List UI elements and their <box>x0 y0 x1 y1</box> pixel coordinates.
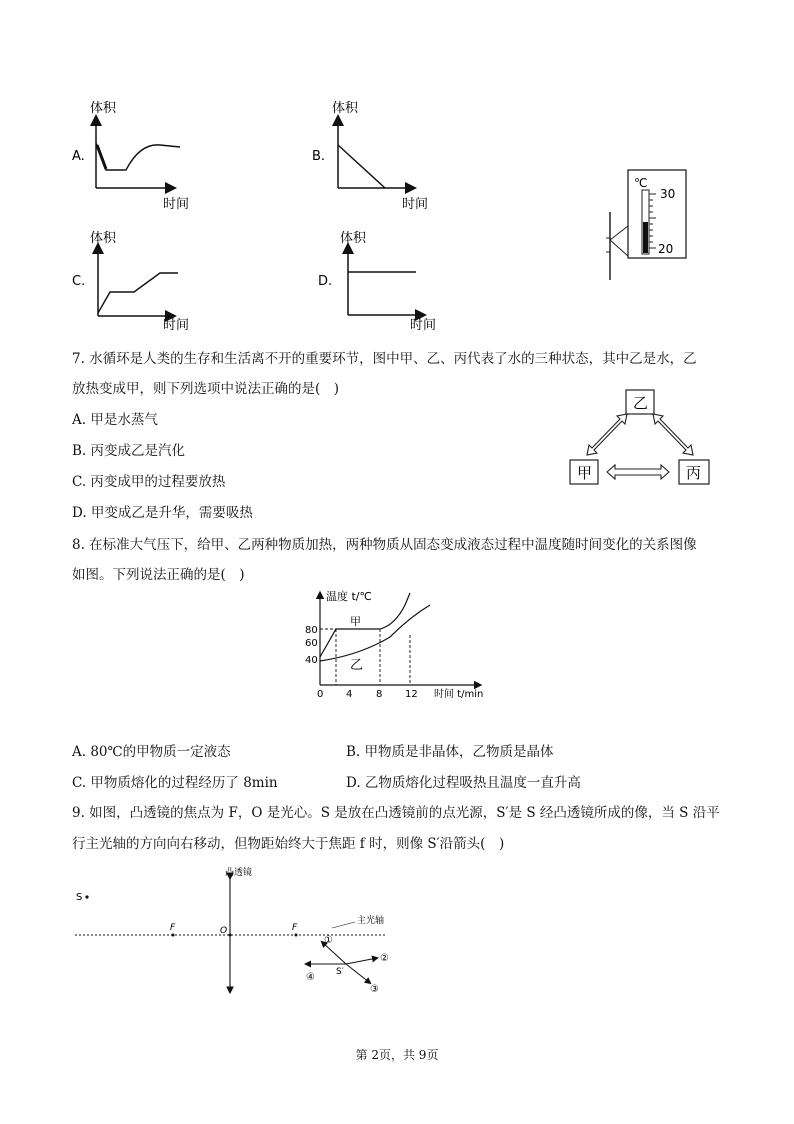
x-axis-label: 时间 <box>402 197 429 212</box>
q8-option-b[interactable]: B. 甲物质是非晶体，乙物质是晶体 <box>346 744 554 760</box>
q7-option-c[interactable]: C. 丙变成甲的过程要放热 <box>72 474 226 490</box>
option-a-label: A. <box>72 149 85 164</box>
q8-stem-line2: 如图。下列说法正确的是( ) <box>72 567 245 583</box>
option-d-label: D. <box>318 274 333 289</box>
arrow-1-label: ① <box>324 935 333 946</box>
q8-option-c[interactable]: C. 甲物质熔化的过程经历了 8min <box>72 775 278 791</box>
option-c-label: C. <box>72 274 86 289</box>
scale-bottom-label: 20 <box>658 242 674 256</box>
x-axis-label: 时间 <box>163 197 190 212</box>
y-tick-40: 40 <box>305 655 318 666</box>
q7-stem-line1: 7. 水循环是人类的生存和生活离不开的重要环节，图中甲、乙、丙代表了水的三种状态，其中乙是水，乙 <box>72 351 697 367</box>
y-axis-label: 温度 t/℃ <box>326 590 372 603</box>
principal-axis-label: 主光轴 <box>357 916 385 926</box>
x-axis-label: 时间 <box>410 318 437 333</box>
x-tick-8: 8 <box>376 689 383 700</box>
y-axis-label: 体积 <box>340 231 367 246</box>
optical-center-label: O <box>220 926 228 936</box>
graph-b <box>312 100 428 212</box>
q8-option-a[interactable]: A. 80℃的甲物质一定液态 <box>72 744 231 760</box>
thermometer-figure <box>600 168 690 283</box>
option-b-label: B. <box>312 149 326 164</box>
y-axis-label: 体积 <box>90 101 117 116</box>
unit-label: ℃ <box>634 176 648 190</box>
q8-option-d[interactable]: D. 乙物质熔化过程吸热且温度一直升高 <box>346 775 581 791</box>
series-yi-line <box>320 605 430 661</box>
focus-right-label: F <box>292 923 298 933</box>
q8-stem-line1: 8. 在标准大气压下，给甲、乙两种物质加热，两种物质从固态变成液态过程中温度随时间变化的关系图像 <box>72 537 697 553</box>
y-tick-60: 60 <box>305 638 318 649</box>
q7-stem-line2: 放热变成甲，则下列选项中说法正确的是( ) <box>72 381 340 397</box>
state-bing: 丙 <box>686 464 702 482</box>
state-yi: 乙 <box>633 394 649 412</box>
graph-d <box>318 230 436 333</box>
q8-temperature-chart <box>300 585 490 705</box>
lens-label: 凸透镜 <box>225 868 253 878</box>
graph-a <box>72 100 189 212</box>
q9-stem-line2: 行主光轴的方向向右移动，但物距始终大于焦距 f 时，则像 S′沿箭头( ) <box>72 836 505 852</box>
arrow-3-label: ③ <box>370 984 379 995</box>
water-cycle-diagram <box>565 385 715 490</box>
scale-top-label: 30 <box>660 187 676 201</box>
q6-graphs <box>60 95 460 340</box>
series-jia-label: 甲 <box>350 615 361 628</box>
x-axis-label: 时间 <box>163 318 190 333</box>
q7-option-b[interactable]: B. 丙变成乙是汽化 <box>72 443 186 459</box>
page-footer: 第 2页，共 9页 <box>355 1048 439 1062</box>
x-axis-label: 时间 t/min <box>434 689 484 700</box>
state-jia: 甲 <box>577 464 593 482</box>
y-tick-80: 80 <box>305 625 318 636</box>
q9-stem-line1: 9. 如图，凸透镜的焦点为 F，O 是光心。S 是放在凸透镜前的点光源，S′是 S 经凸透镜所成的像，当 S 沿平 <box>72 805 720 821</box>
series-yi-label: 乙 <box>350 658 364 673</box>
graph-c <box>72 230 189 333</box>
q7-option-a[interactable]: A. 甲是水蒸气 <box>72 412 158 428</box>
arrow-4-label: ④ <box>306 972 315 983</box>
arrow-2-label: ② <box>380 953 389 964</box>
source-label: S <box>76 892 83 903</box>
focus-left-label: F <box>170 923 176 933</box>
q7-option-d[interactable]: D. 甲变成乙是升华，需要吸热 <box>72 505 253 521</box>
y-axis-label: 体积 <box>90 231 117 246</box>
q9-lens-diagram <box>70 862 390 997</box>
x-tick-12: 12 <box>405 689 418 700</box>
image-label: S′ <box>336 967 344 977</box>
x-tick-4: 4 <box>346 689 353 700</box>
x-tick-0: 0 <box>317 689 324 700</box>
y-axis-label: 体积 <box>332 101 359 116</box>
